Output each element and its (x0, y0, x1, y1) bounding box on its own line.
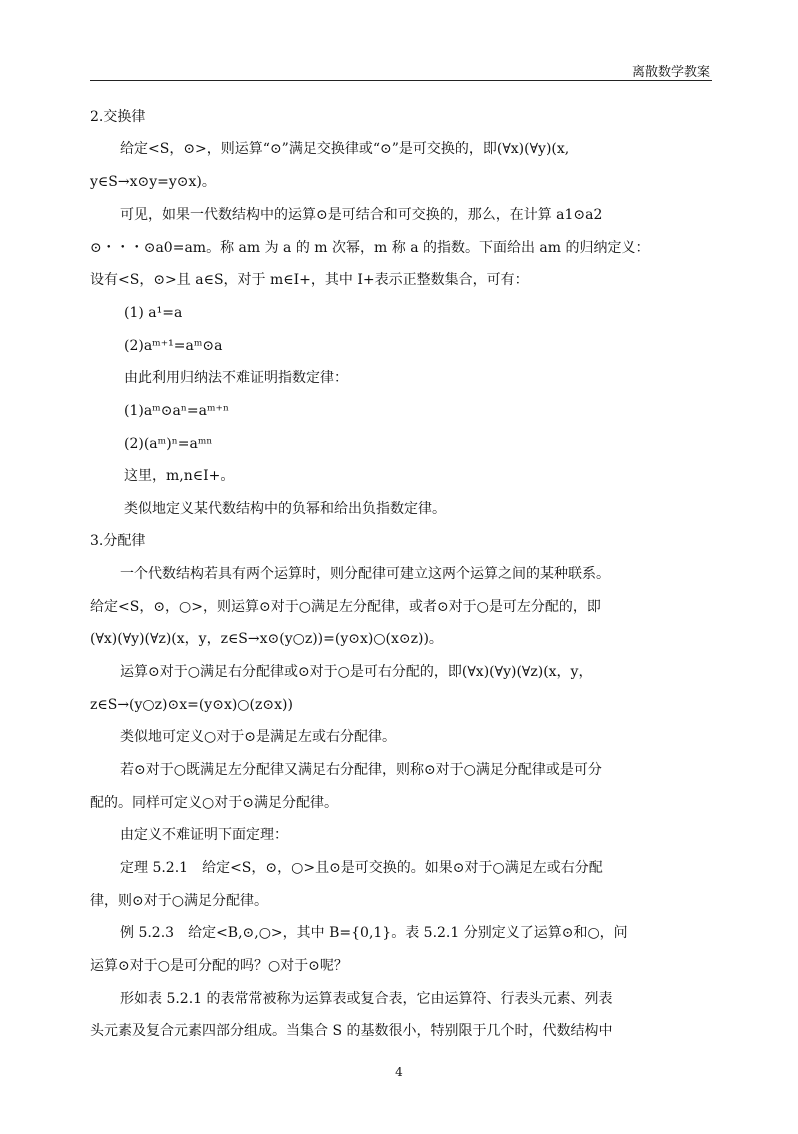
header-title: 离散数学教案 (631, 65, 710, 80)
text-line: 配的。同样可定义○对于⊙满足分配律。 (90, 795, 338, 811)
text-line: z∈S→(y○z)⊙x=(y⊙x)○(z⊙x)) (90, 697, 293, 713)
text-line: 给定<S，⊙>，则运算“⊙”满足交换律或“⊙”是可交换的，即(∀x)(∀y)(x, (120, 141, 570, 157)
text-line: 一个代数结构若具有两个运算时，则分配律可建立这两个运算之间的某种联系。 (120, 566, 610, 582)
text-line: 设有<S，⊙>且 a∈S，对于 m∈I+，其中 I+表示正整数集合，可有： (90, 272, 529, 288)
text-line: 由此利用归纳法不难证明指数定律： (124, 370, 348, 386)
formula-line: (2)aᵐ⁺¹=aᵐ⊙a (124, 338, 223, 354)
text-line: 头元素及复合元素四部分组成。当集合 S 的基数很小，特别限于几个时，代数结构中 (90, 1023, 613, 1039)
example-line: 例 5.2.3 给定<B,⊙,○>，其中 B={0,1}。表 5.2.1 分别定义了运算⊙和○，问 (120, 925, 628, 941)
text-line: 由定义不难证明下面定理： (120, 827, 288, 843)
text-line: 可见，如果一代数结构中的运算⊙是可结合和可交换的，那么，在计算 a1⊙a2 (120, 207, 603, 223)
text-line: 这里，m,n∈I+。 (124, 468, 235, 484)
text-line: 形如表 5.2.1 的表常常被称为运算表或复合表，它由运算符、行表头元素、列表 (120, 991, 613, 1007)
example-line: 运算⊙对于○是可分配的吗？○对于⊙呢？ (90, 958, 348, 974)
page-number: 4 (395, 1065, 403, 1079)
text-line: 类似地可定义○对于⊙是满足左或右分配律。 (120, 729, 396, 745)
text-line: 运算⊙对于○满足右分配律或⊙对于○是可右分配的，即(∀x)(∀y)(∀z)(x，y， (120, 664, 593, 680)
text-line: 类似地定义某代数结构中的负幂和给出负指数定律。 (124, 501, 446, 517)
text-line: 给定<S，⊙，○>，则运算⊙对于○满足左分配律，或者⊙对于○是可左分配的，即 (90, 599, 601, 615)
text-line: y∈S→x⊙y=y⊙x)。 (90, 174, 216, 190)
theorem-line: 定理 5.2.1 给定<S，⊙，○>且⊙是可交换的。如果⊙对于○满足左或右分配 (120, 860, 603, 876)
section-heading: 3.分配律 (90, 533, 146, 549)
section-heading: 2.交换律 (90, 109, 146, 125)
formula-line: (1) a¹=a (124, 305, 183, 321)
text-line: (∀x)(∀y)(∀z)(x，y，z∈S→x⊙(y○z))=(y⊙x)○(x⊙z))。 (90, 631, 443, 647)
text-line: ⊙・・・⊙a0=am。称 am 为 a 的 m 次幂，m 称 a 的指数。下面给出 am 的归纳定义： (90, 240, 650, 256)
formula-line: (1)aᵐ⊙aⁿ=aᵐ⁺ⁿ (124, 403, 230, 419)
theorem-line: 律，则⊙对于○满足分配律。 (90, 893, 268, 909)
formula-line: (2)(aᵐ)ⁿ=aᵐⁿ (124, 436, 213, 452)
text-line: 若⊙对于○既满足左分配律又满足右分配律，则称⊙对于○满足分配律或是可分 (120, 762, 602, 778)
page-header (90, 60, 712, 81)
